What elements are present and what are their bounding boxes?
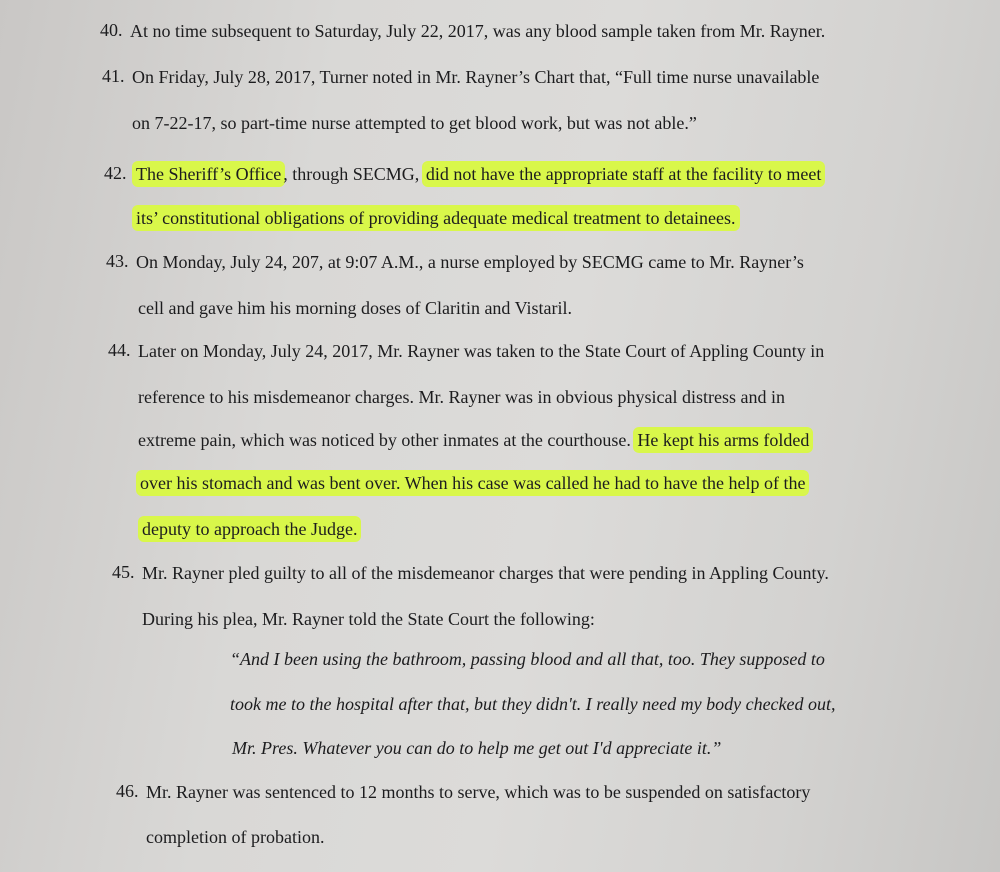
quoted-text: took me to the hospital after that, but they didn't. I really need my body checked out,	[230, 694, 836, 714]
text-line	[142, 562, 872, 584]
text-line	[138, 472, 872, 494]
paragraph-number: 40.	[100, 20, 123, 40]
text-segment: During his plea, Mr. Rayner told the State Court the following:	[142, 609, 595, 629]
highlighted-text: did not have the appropriate staff at the facility to meet	[425, 164, 822, 184]
text-line	[132, 112, 742, 134]
text-segment: At no time subsequent to Saturday, July 22, 2017, was any blood sample taken from Mr. Rayner.	[130, 21, 826, 41]
paragraph-number: 42.	[104, 163, 127, 183]
text-line	[134, 207, 782, 229]
highlighted-text: deputy to approach the Judge.	[142, 519, 358, 539]
paragraph-number: 44.	[108, 340, 131, 360]
text-segment: Mr. Rayner was sentenced to 12 months to serve, which was to be suspended on satisfactory	[146, 782, 811, 802]
text-segment: On Friday, July 28, 2017, Turner noted in Mr. Rayner’s Chart that, “Full time nurse unavailable	[132, 67, 820, 87]
text-line	[132, 66, 872, 88]
paragraph-number: 43.	[106, 251, 129, 271]
paragraph-number: 41.	[102, 66, 125, 86]
paragraph-number: 45.	[112, 562, 135, 582]
text-segment: On Monday, July 24, 207, at 9:07 A.M., a nurse employed by SECMG came to Mr. Rayner’s	[136, 252, 804, 272]
text-line	[136, 251, 874, 273]
text-line	[138, 429, 872, 451]
highlighted-text: The Sheriff’s Office	[136, 164, 282, 184]
text-segment: , through SECMG,	[283, 164, 424, 184]
text-segment: reference to his misdemeanor charges. Mr. Rayner was in obvious physical distress and in	[138, 387, 786, 407]
text-line	[146, 781, 872, 803]
text-line	[138, 386, 872, 408]
quoted-text: “And I been using the bathroom, passing blood and all that, too. They supposed to	[230, 649, 825, 669]
text-line	[230, 648, 870, 670]
text-line	[230, 693, 872, 715]
text-line	[232, 737, 748, 759]
text-segment: cell and gave him his morning doses of Claritin and Vistaril.	[138, 298, 573, 318]
highlighted-text: its’ constitutional obligations of providing adequate medical treatment to detainees.	[136, 208, 736, 228]
text-line	[142, 608, 624, 630]
text-segment: Later on Monday, July 24, 2017, Mr. Rayner was taken to the State Court of Appling County in	[138, 341, 825, 361]
text-line	[134, 163, 872, 185]
text-segment: extreme pain, which was noticed by other inmates at the courthouse.	[138, 430, 636, 450]
text-line	[130, 20, 870, 42]
text-line	[138, 340, 872, 362]
text-segment: Mr. Rayner pled guilty to all of the misdemeanor charges that were pending in Appling County.	[142, 563, 829, 583]
quoted-text: Mr. Pres. Whatever you can do to help me get out I'd appreciate it.”	[232, 738, 722, 758]
paragraph-number: 46.	[116, 781, 139, 801]
text-segment: on 7-22-17, so part-time nurse attempted to get blood work, but was not able.”	[132, 113, 697, 133]
text-line	[140, 518, 368, 540]
text-segment: completion of probation.	[146, 827, 325, 847]
text-line	[138, 297, 602, 319]
text-line	[146, 826, 360, 848]
highlighted-text: He kept his arms folded	[637, 430, 810, 450]
highlighted-text: over his stomach and was bent over. When his case was called he had to have the help of the	[140, 473, 806, 493]
